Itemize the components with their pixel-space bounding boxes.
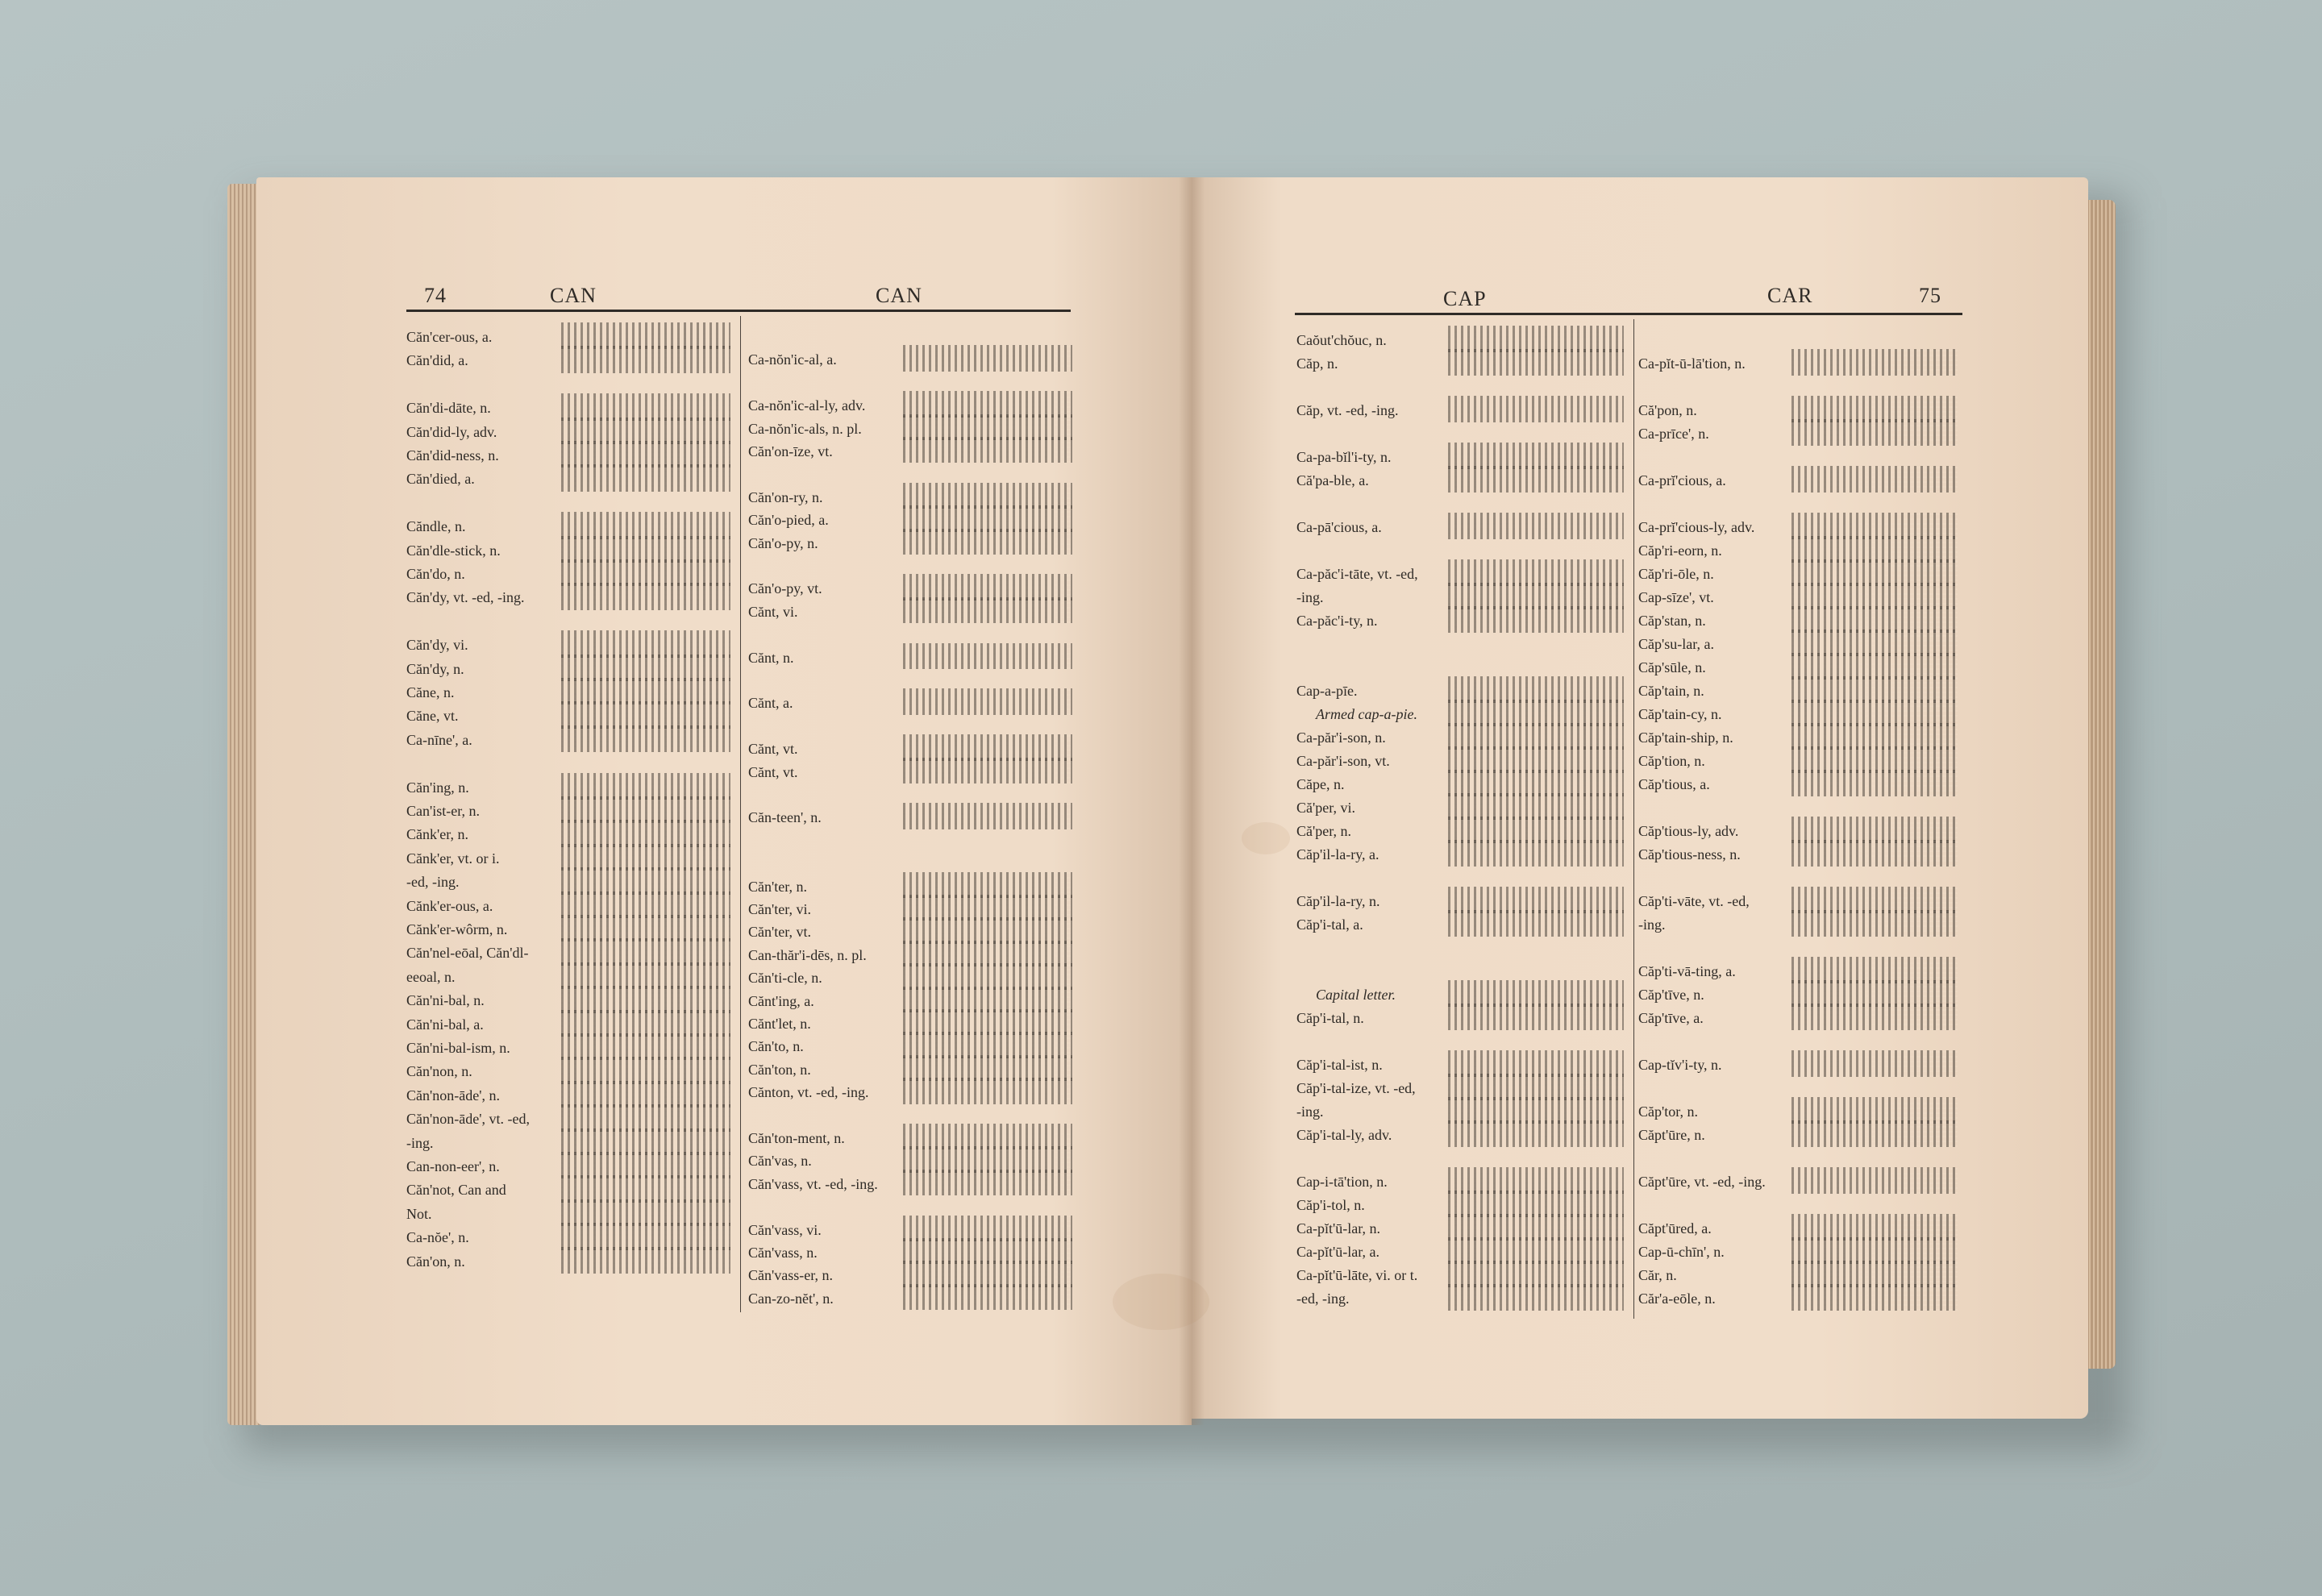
gloss-text-block xyxy=(561,678,730,704)
dictionary-entry: Ca-păr'i-son, n. xyxy=(1296,729,1386,746)
gloss-text-block xyxy=(561,938,730,965)
dictionary-entry: Căp'i-tal, n. xyxy=(1296,1010,1364,1026)
dictionary-entry: Căn'ti-cle, n. xyxy=(748,970,822,987)
gloss-text-block xyxy=(561,892,730,918)
gloss-text-block xyxy=(1791,1167,1958,1194)
page-stain xyxy=(1113,1274,1209,1330)
dictionary-entry: Cap-sīze', vt. xyxy=(1638,589,1714,605)
gloss-text-block xyxy=(561,655,730,681)
dictionary-entry: Căn'do, n. xyxy=(406,566,465,582)
gloss-text-block xyxy=(1791,1120,1958,1147)
dictionary-entry: Căn'did-ness, n. xyxy=(406,447,499,463)
dictionary-entry: Ca-pā'cious, a. xyxy=(1296,519,1382,535)
dictionary-entry: Căp'i-tal-ize, vt. -ed, xyxy=(1296,1080,1416,1096)
dictionary-entry: Căr, n. xyxy=(1638,1267,1677,1283)
gloss-text-block xyxy=(1791,770,1958,796)
gloss-text-block xyxy=(1448,910,1624,937)
gloss-text-block xyxy=(903,643,1072,669)
gloss-text-block xyxy=(903,345,1072,371)
right-page-number: 75 xyxy=(1919,284,1941,307)
dictionary-entry: Ca-pĭt'ū-lar, a. xyxy=(1296,1244,1379,1260)
gloss-text-block xyxy=(1448,606,1624,633)
dictionary-entry: Căp'ti-vāte, vt. -ed, xyxy=(1638,893,1750,909)
gloss-text-block xyxy=(561,1057,730,1083)
page-stain xyxy=(1242,822,1290,854)
gloss-text-block xyxy=(1448,349,1624,376)
gloss-text-block xyxy=(561,867,730,894)
gloss-text-block xyxy=(903,529,1072,555)
dictionary-entry: Căn'died, a. xyxy=(406,471,475,488)
dictionary-entry: Ca-pĭt'ū-lāte, vi. or t. xyxy=(1296,1267,1418,1283)
dictionary-entry: Căpt'ūre, vt. -ed, -ing. xyxy=(1638,1174,1766,1190)
dictionary-entry: Căn'dy, n. xyxy=(406,660,464,677)
gloss-text-block xyxy=(903,758,1072,783)
dictionary-entry: Căn'dle-stick, n. xyxy=(406,542,501,559)
dictionary-entry: Căn'non, n. xyxy=(406,1063,472,1080)
dictionary-entry: Căp'tain-cy, n. xyxy=(1638,706,1722,722)
dictionary-entry: Căn'cer-ous, a. xyxy=(406,329,493,345)
dictionary-entry: Căn'nel-eōal, Căn'dl- xyxy=(406,945,529,962)
dictionary-entry: Căp'tor, n. xyxy=(1638,1103,1699,1120)
gloss-text-block xyxy=(561,322,730,349)
gloss-text-block xyxy=(1791,1004,1958,1030)
dictionary-entry: Cănt, vt. xyxy=(748,763,798,780)
dictionary-entry: Căn-teen', n. xyxy=(748,809,822,826)
gloss-text-block xyxy=(561,986,730,1012)
dictionary-entry: Căp'tain, n. xyxy=(1638,683,1704,699)
dictionary-entry: Cănt'let, n. xyxy=(748,1016,811,1032)
dictionary-entry: Căn'ter, n. xyxy=(748,878,808,895)
dictionary-entry: Căn'vas, n. xyxy=(748,1153,812,1170)
dictionary-entry: Ca-pa-bĭl'i-ty, n. xyxy=(1296,449,1392,465)
left-header-right: CAN xyxy=(876,284,922,307)
dictionary-entry: Ca-prīce', n. xyxy=(1638,426,1709,442)
right-header-right: CAR xyxy=(1767,284,1813,307)
dictionary-entry: Căn'did-ly, adv. xyxy=(406,423,497,440)
gloss-text-block xyxy=(903,1284,1072,1310)
right-column-rule xyxy=(1633,319,1634,1319)
dictionary-entry: Cănk'er, vt. or i. xyxy=(406,850,500,867)
gloss-text-block xyxy=(561,630,730,657)
dictionary-entry: Căn'on-ry, n. xyxy=(748,488,823,505)
dictionary-entry: Ca-nŏn'ic-als, n. pl. xyxy=(748,420,862,437)
dictionary-entry: Ca-păr'i-son, vt. xyxy=(1296,753,1390,769)
dictionary-entry: Căpt'ūre, n. xyxy=(1638,1127,1705,1143)
dictionary-entry: Căn'ton, n. xyxy=(748,1061,811,1078)
dictionary-entry: Căn'ni-bal, a. xyxy=(406,1016,484,1033)
right-header-left: CAP xyxy=(1443,287,1487,310)
dictionary-entry: Căp'tain-ship, n. xyxy=(1638,729,1733,746)
gloss-text-block xyxy=(561,1223,730,1249)
dictionary-entry: Cănk'er-ous, a. xyxy=(406,897,493,914)
gloss-text-block xyxy=(903,1170,1072,1195)
page-edges-right xyxy=(2087,200,2116,1369)
dictionary-entry: Can-thăr'i-dēs, n. pl. xyxy=(748,946,867,963)
gloss-text-block xyxy=(561,583,730,609)
dictionary-entry: Căp'ri-eorn, n. xyxy=(1638,542,1722,559)
dictionary-entry: Că'pon, n. xyxy=(1638,402,1697,418)
dictionary-entry: Capital letter. xyxy=(1316,987,1396,1003)
dictionary-entry: Căn'ter, vt. xyxy=(748,924,812,941)
gloss-text-block xyxy=(1791,840,1958,867)
gloss-text-block xyxy=(561,701,730,728)
gloss-text-block xyxy=(1791,1050,1958,1077)
gloss-text-block xyxy=(561,1081,730,1108)
gloss-text-block xyxy=(1448,1120,1624,1147)
dictionary-entry: Can'ist-er, n. xyxy=(406,803,481,819)
dictionary-entry: Căpt'ūred, a. xyxy=(1638,1220,1712,1236)
left-header-rule xyxy=(406,310,1071,312)
gloss-text-block xyxy=(1448,396,1624,422)
dictionary-entry: Căp, n. xyxy=(1296,355,1338,372)
dictionary-entry: Căp'tious-ness, n. xyxy=(1638,846,1741,862)
gloss-text-block xyxy=(1448,1004,1624,1030)
dictionary-entry: Căn'ni-bal, n. xyxy=(406,992,485,1009)
gloss-text-block xyxy=(561,1104,730,1131)
dictionary-entry: Căp'tion, n. xyxy=(1638,753,1705,769)
gloss-text-block xyxy=(561,1128,730,1155)
dictionary-entry: Căn'di-dāte, n. xyxy=(406,400,491,417)
dictionary-entry: -ed, -ing. xyxy=(406,874,460,891)
dictionary-entry: Ca-pĭt-ū-lā'tion, n. xyxy=(1638,355,1746,372)
dictionary-entry: -ing. xyxy=(1296,1103,1324,1120)
dictionary-entry: eeoal, n. xyxy=(406,968,456,985)
gloss-text-block xyxy=(561,1033,730,1060)
gloss-text-block xyxy=(561,844,730,871)
dictionary-entry: Căp'tious-ly, adv. xyxy=(1638,823,1739,839)
dictionary-entry: Căndle, n. xyxy=(406,518,466,535)
gloss-text-block xyxy=(1791,1284,1958,1311)
dictionary-entry: Caŏut'chŏuc, n. xyxy=(1296,332,1387,348)
gloss-text-block xyxy=(1448,466,1624,493)
dictionary-entry: Căpe, n. xyxy=(1296,776,1345,792)
dictionary-entry: Căn'did, a. xyxy=(406,352,468,369)
dictionary-entry: Ca-nŏn'ic-al-ly, adv. xyxy=(748,397,866,414)
dictionary-entry: Ca-prĭ'cious, a. xyxy=(1638,472,1726,488)
dictionary-entry: Căn'dy, vi. xyxy=(406,637,468,654)
dictionary-entry: Căp'i-tal, a. xyxy=(1296,916,1363,933)
dictionary-entry: Cap-a-pīe. xyxy=(1296,683,1358,699)
gloss-text-block xyxy=(561,773,730,800)
dictionary-entry: Cănt, vt. xyxy=(748,741,798,758)
dictionary-entry: Căn'non-āde', n. xyxy=(406,1087,500,1103)
gloss-text-block xyxy=(561,796,730,823)
dictionary-entry: Căne, vt. xyxy=(406,708,459,725)
gloss-text-block xyxy=(561,418,730,444)
dictionary-entry: Că'pa-ble, a. xyxy=(1296,472,1369,488)
dictionary-entry: Căn'ing, n. xyxy=(406,779,469,796)
dictionary-entry: Căp'i-tal-ly, adv. xyxy=(1296,1127,1392,1143)
dictionary-entry: Not. xyxy=(406,1205,432,1222)
gloss-text-block xyxy=(561,1199,730,1226)
dictionary-entry: Cănk'er, n. xyxy=(406,826,469,843)
gloss-text-block xyxy=(903,437,1072,463)
gloss-text-block xyxy=(561,559,730,586)
dictionary-entry: Căp'ri-ōle, n. xyxy=(1638,566,1714,582)
dictionary-entry: Căn'on-īze, vt. xyxy=(748,443,833,459)
gloss-text-block xyxy=(903,688,1072,714)
gloss-text-block xyxy=(561,441,730,468)
gloss-text-block xyxy=(1448,513,1624,539)
dictionary-entry: Căp'ti-vā-ting, a. xyxy=(1638,963,1736,979)
dictionary-entry: Ca-pĭt'ū-lar, n. xyxy=(1296,1220,1380,1236)
dictionary-entry: Căp'il-la-ry, a. xyxy=(1296,846,1379,862)
gloss-text-block xyxy=(561,915,730,941)
page-edges-left xyxy=(227,184,260,1425)
dictionary-entry: Căp'i-tal-ist, n. xyxy=(1296,1057,1383,1073)
dictionary-entry: Căp'sūle, n. xyxy=(1638,659,1706,675)
dictionary-entry: Că'per, n. xyxy=(1296,823,1352,839)
right-header-rule xyxy=(1295,313,1962,315)
gloss-text-block xyxy=(1791,419,1958,446)
gloss-text-block xyxy=(561,1010,730,1037)
dictionary-entry: Căn'ni-bal-ism, n. xyxy=(406,1040,510,1056)
gloss-text-block xyxy=(1448,1284,1624,1311)
dictionary-entry: Căp'tious, a. xyxy=(1638,776,1710,792)
dictionary-entry: Cap-i-tā'tion, n. xyxy=(1296,1174,1388,1190)
dictionary-entry: Căp'stan, n. xyxy=(1638,613,1706,629)
gloss-text-block xyxy=(903,597,1072,623)
dictionary-entry: Ca-păc'i-ty, n. xyxy=(1296,613,1378,629)
gloss-text-block xyxy=(561,1175,730,1202)
dictionary-entry: Ca-păc'i-tāte, vt. -ed, xyxy=(1296,566,1418,582)
gloss-text-block xyxy=(561,725,730,752)
dictionary-entry: Căr'a-eōle, n. xyxy=(1638,1291,1716,1307)
dictionary-entry: Ca-nŏn'ic-al, a. xyxy=(748,351,837,368)
dictionary-entry: Căn'to, n. xyxy=(748,1038,804,1055)
gloss-text-block xyxy=(561,1247,730,1274)
dictionary-entry: -ing. xyxy=(406,1134,434,1151)
dictionary-entry: Căn'vass, n. xyxy=(748,1245,818,1261)
dictionary-entry: Cănton, vt. -ed, -ing. xyxy=(748,1084,869,1101)
dictionary-entry: Căp, vt. -ed, -ing. xyxy=(1296,402,1399,418)
dictionary-entry: Căn'o-pied, a. xyxy=(748,512,829,529)
dictionary-entry: Căn'dy, vt. -ed, -ing. xyxy=(406,589,525,606)
left-page-number: 74 xyxy=(424,284,447,307)
dictionary-entry: Căp'su-lar, a. xyxy=(1638,636,1714,652)
dictionary-entry: Ca-nīne', a. xyxy=(406,731,472,748)
gloss-text-block xyxy=(561,962,730,989)
dictionary-entry: Can-non-eer', n. xyxy=(406,1158,500,1174)
gloss-text-block xyxy=(561,464,730,491)
dictionary-entry: Că'per, vi. xyxy=(1296,800,1356,816)
dictionary-entry: Can-zo-nĕt', n. xyxy=(748,1290,834,1307)
dictionary-entry: Cănk'er-wôrm, n. xyxy=(406,921,508,937)
dictionary-entry: Căn'not, Can and xyxy=(406,1182,506,1199)
gloss-text-block xyxy=(561,1152,730,1178)
dictionary-entry: Căn'on, n. xyxy=(406,1253,465,1270)
dictionary-entry: Căn'vass, vt. -ed, -ing. xyxy=(748,1175,878,1192)
dictionary-entry: -ed, -ing. xyxy=(1296,1291,1350,1307)
dictionary-entry: Căn'non-āde', vt. -ed, xyxy=(406,1111,530,1128)
dictionary-entry: Căn'o-py, n. xyxy=(748,534,818,551)
left-header-left: CAN xyxy=(550,284,597,307)
left-column-rule xyxy=(740,316,741,1312)
dictionary-entry: Căp'i-tol, n. xyxy=(1296,1197,1365,1213)
gloss-text-block xyxy=(1791,910,1958,937)
dictionary-entry: Căn'ton-ment, n. xyxy=(748,1130,845,1146)
dictionary-entry: Căp'tīve, a. xyxy=(1638,1010,1704,1026)
book-gutter xyxy=(1179,177,1205,1425)
dictionary-entry: Căn'o-py, vt. xyxy=(748,580,822,597)
gloss-text-block xyxy=(561,346,730,372)
dictionary-entry: Cap-ū-chīn', n. xyxy=(1638,1244,1725,1260)
dictionary-entry: Ca-nŏe', n. xyxy=(406,1229,469,1246)
dictionary-entry: -ing. xyxy=(1638,916,1666,933)
gloss-text-block xyxy=(561,536,730,563)
dictionary-entry: Ca-prĭ'cious-ly, adv. xyxy=(1638,519,1755,535)
dictionary-entry: Cănt, a. xyxy=(748,695,793,712)
dictionary-entry: Căn'vass, vi. xyxy=(748,1221,822,1238)
gloss-text-block xyxy=(903,1078,1072,1103)
dictionary-entry: Căp'tīve, n. xyxy=(1638,987,1704,1003)
gloss-text-block xyxy=(1791,349,1958,376)
dictionary-entry: Căn'ter, vi. xyxy=(748,901,812,917)
dictionary-entry: Căp'il-la-ry, n. xyxy=(1296,893,1380,909)
gloss-text-block xyxy=(903,803,1072,829)
dictionary-entry: Căne, n. xyxy=(406,684,455,700)
gloss-text-block xyxy=(561,512,730,538)
dictionary-entry: Cap-tĭv'i-ty, n. xyxy=(1638,1057,1722,1073)
gloss-text-block xyxy=(1448,840,1624,867)
gloss-text-block xyxy=(1791,466,1958,493)
dictionary-entry: -ing. xyxy=(1296,589,1324,605)
dictionary-entry: Cănt, vi. xyxy=(748,603,798,620)
dictionary-entry: Cănt'ing, a. xyxy=(748,992,814,1009)
dictionary-entry: Armed cap-a-pie. xyxy=(1316,706,1417,722)
dictionary-entry: Căn'vass-er, n. xyxy=(748,1267,833,1284)
dictionary-entry: Cănt, n. xyxy=(748,649,794,666)
gloss-text-block xyxy=(561,393,730,420)
gloss-text-block xyxy=(561,820,730,846)
